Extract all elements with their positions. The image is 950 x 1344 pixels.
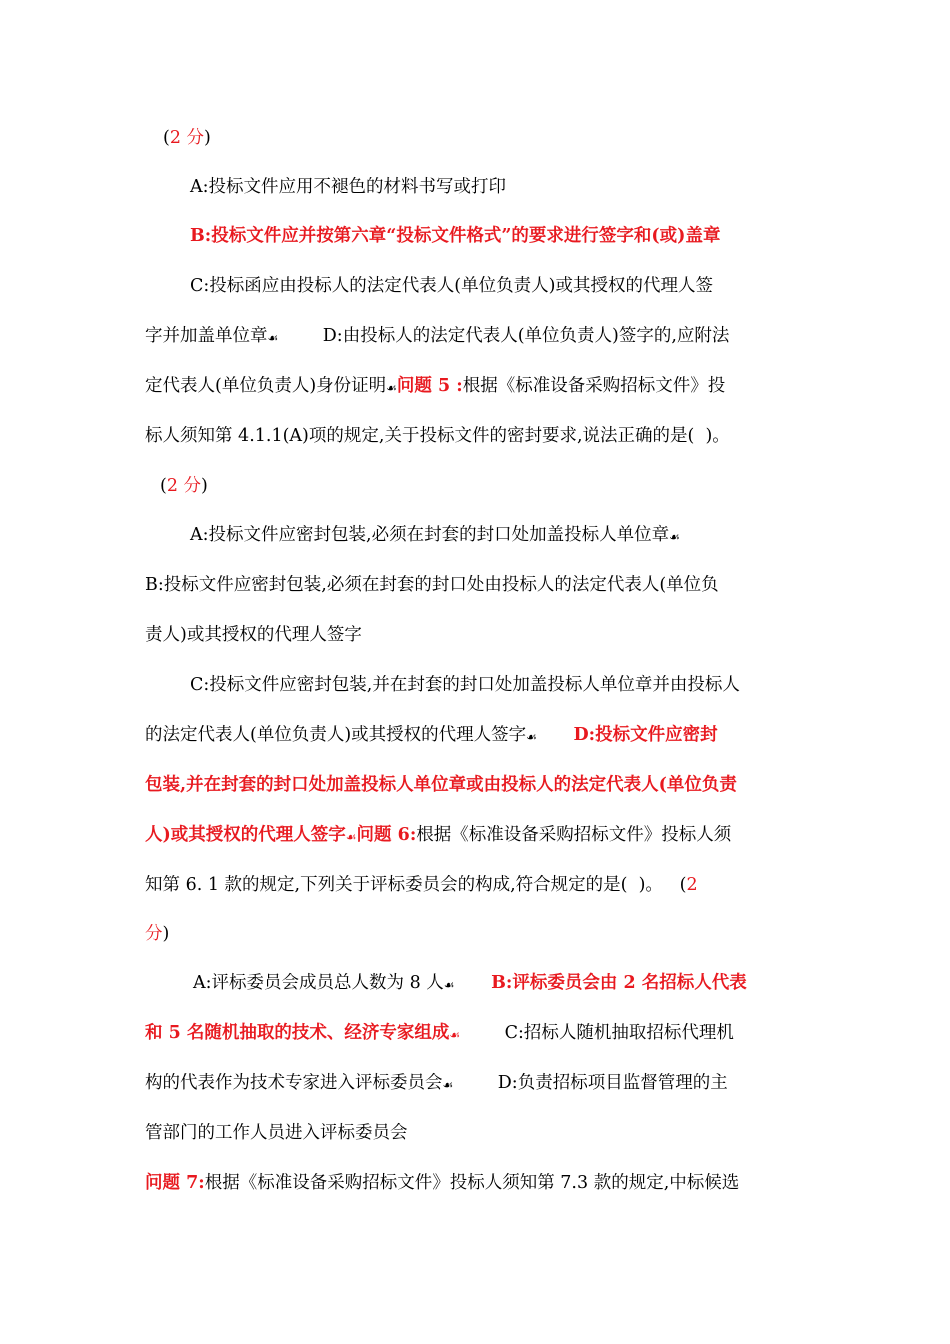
text-line (145, 722, 718, 749)
text-line (193, 970, 747, 997)
text-segment: C:投标函应由投标人的法定代表人(单位负责人)或其授权的代理人签 (190, 276, 713, 296)
text-line (145, 373, 725, 400)
text-line (145, 1120, 408, 1146)
paragraph-mark-icon: ☙ (267, 331, 279, 345)
text-line (190, 174, 506, 200)
text-line (145, 772, 737, 798)
text-segment: ( (160, 476, 167, 496)
text-segment: 标人须知第 4.1.1(A)项的规定,关于投标文件的密封要求,说法正确的是( )。 (145, 426, 730, 446)
text-segment: 知第 6. 1 款的规定,下列关于评标委员会的构成,符合规定的是( )。 ( (145, 875, 687, 895)
text-segment: 问题 6: (356, 825, 417, 845)
text-segment: 定代表人(单位负责人)身份证明 (145, 376, 387, 396)
text-segment: B:投标文件应密封包装,必须在封套的封口处由投标人的法定代表人(单位负 (145, 575, 719, 595)
text-line (145, 423, 730, 449)
text-segment: B:评标委员会由 2 名招标人代表 (454, 973, 747, 993)
text-line (145, 323, 729, 350)
text-line (145, 622, 362, 648)
text-segment: 根据《标准设备采购招标文件》投 (462, 376, 726, 396)
text-segment: ) (162, 924, 170, 944)
paragraph-mark-icon: ☙ (443, 978, 455, 992)
text-segment: 分 (145, 924, 163, 944)
text-segment: 根据《标准设备采购招标文件》投标人须 (416, 825, 732, 845)
text-segment: A:评标委员会成员总人数为 8 人 (193, 973, 444, 993)
paragraph-mark-icon: ☙ (442, 1078, 454, 1092)
text-segment: B:投标文件应并按第六章“投标文件格式”的要求进行签字和(或)盖章 (190, 226, 721, 246)
paragraph-mark-icon: ☙ (345, 830, 357, 844)
text-segment: ) (204, 128, 211, 148)
text-line (190, 223, 720, 249)
text-segment: 和 5 名随机抽取的技术、经济专家组成 (145, 1023, 450, 1043)
paragraph-mark-icon: ☙ (669, 530, 680, 544)
text-segment: ( (163, 128, 170, 148)
text-line (190, 522, 680, 549)
text-segment: 2 (686, 875, 698, 895)
text-segment: 2 分 (166, 476, 202, 496)
text-segment: 问题 7: (145, 1173, 205, 1193)
paragraph-mark-icon: ☙ (386, 381, 397, 395)
text-segment: A:投标文件应用不褪色的材料书写或打印 (190, 177, 507, 197)
text-line (160, 473, 208, 499)
text-segment: 人)或其授权的代理人签字 (145, 825, 346, 845)
text-segment: 2 分 (169, 128, 205, 148)
text-segment: 根据《标准设备采购招标文件》投标人须知第 7.3 款的规定,中标候选 (204, 1173, 740, 1193)
text-segment: A:投标文件应密封包装,必须在封套的封口处加盖投标人单位章 (190, 525, 670, 545)
text-segment: ) (201, 476, 208, 496)
text-segment: 构的代表作为技术专家进入评标委员会 (145, 1073, 443, 1093)
text-line (145, 1170, 739, 1196)
text-line (145, 822, 731, 849)
text-segment: 的法定代表人(单位负责人)或其授权的代理人签字 (145, 725, 527, 745)
text-segment: C:投标文件应密封包装,并在封套的封口处加盖投标人单位章并由投标人 (190, 675, 740, 695)
text-segment: 包装,并在封套的封口处加盖投标人单位章或由投标人的法定代表人(单位负责 (145, 775, 737, 795)
text-line (163, 125, 211, 151)
text-segment: 问题 5 : (396, 376, 463, 396)
paragraph-mark-icon: ☙ (526, 730, 537, 744)
text-line (145, 1020, 734, 1047)
text-line (190, 672, 740, 698)
text-segment: D:负责招标项目监督管理的主 (453, 1073, 728, 1093)
text-segment: D:由投标人的法定代表人(单位负责人)签字的,应附法 (278, 326, 730, 346)
text-line (145, 1070, 728, 1097)
text-line (145, 921, 169, 947)
text-segment: C:招标人随机抽取招标代理机 (460, 1023, 734, 1043)
text-line (190, 273, 713, 299)
text-line (145, 872, 698, 898)
text-line (145, 572, 719, 598)
text-segment: 责人)或其授权的代理人签字 (145, 625, 362, 645)
text-segment: D:投标文件应密封 (536, 725, 718, 745)
text-segment: 字并加盖单位章 (145, 326, 268, 346)
paragraph-mark-icon: ☙ (449, 1028, 461, 1042)
text-segment: 管部门的工作人员进入评标委员会 (145, 1123, 408, 1143)
